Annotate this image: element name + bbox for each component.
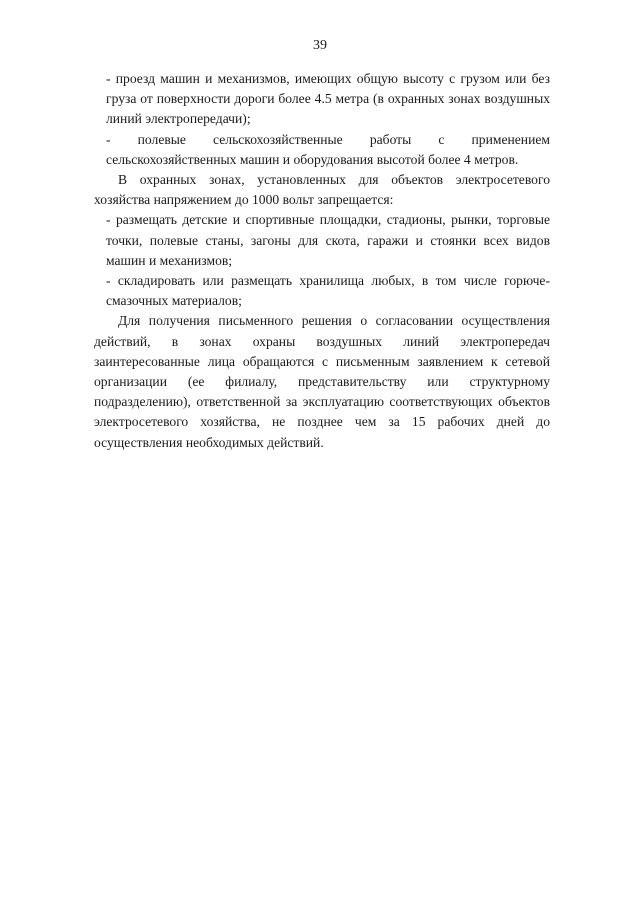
document-body [94, 69, 550, 453]
list-item-first-line: - размещать детские и спортивные площадки, стадионы, рынки, торговые [106, 212, 550, 228]
list-item-first-line: - складировать или размещать хранилища любых, в том числе горюче- [106, 273, 550, 289]
paragraph-restrictions-intro: В охранных зонах, установленных для объектов электросетевого хозяйства напряжением до 1000 вольт запрещается: [94, 172, 550, 208]
list-item-continuation: сельскохозяйственных машин и оборудования высотой более 4 метров. [106, 151, 519, 167]
page-number: 39 [313, 38, 327, 53]
list-item-playgrounds [106, 210, 550, 271]
paragraph-approval-procedure: Для получения письменного решения о согласовании осуществления действий, в зонах охраны воздушных линий электропередач заинтересованные лица обращаются с письменным заявлением к сетевой организации (ее филиалу, представительству или структурному подразделению), ответственной за эксплуатацию соответствующих объектов электросетевого хозяйства, не позднее чем за 15 рабочих дней до осуществления необходимых действий. [94, 313, 550, 450]
list-item-fuel-storage [106, 271, 550, 311]
list-item-first-line: - полевые сельскохозяйственные работы с применением [106, 131, 550, 147]
list-item-continuation: смазочных материалов; [106, 293, 242, 309]
list-item-first-line: - проезд машин и механизмов, имеющих общую высоту с грузом или без [106, 71, 550, 86]
list-item-vehicle-height [106, 69, 550, 130]
list-item-field-works [106, 130, 550, 170]
list-item-continuation: груза от поверхности дороги более 4.5 метра (в охранных зонах воздушных линий электропередачи); [106, 91, 550, 127]
list-item-continuation: точки, полевые станы, загоны для скота, гаражи и стоянки всех видов машин и механизмов; [106, 232, 550, 268]
